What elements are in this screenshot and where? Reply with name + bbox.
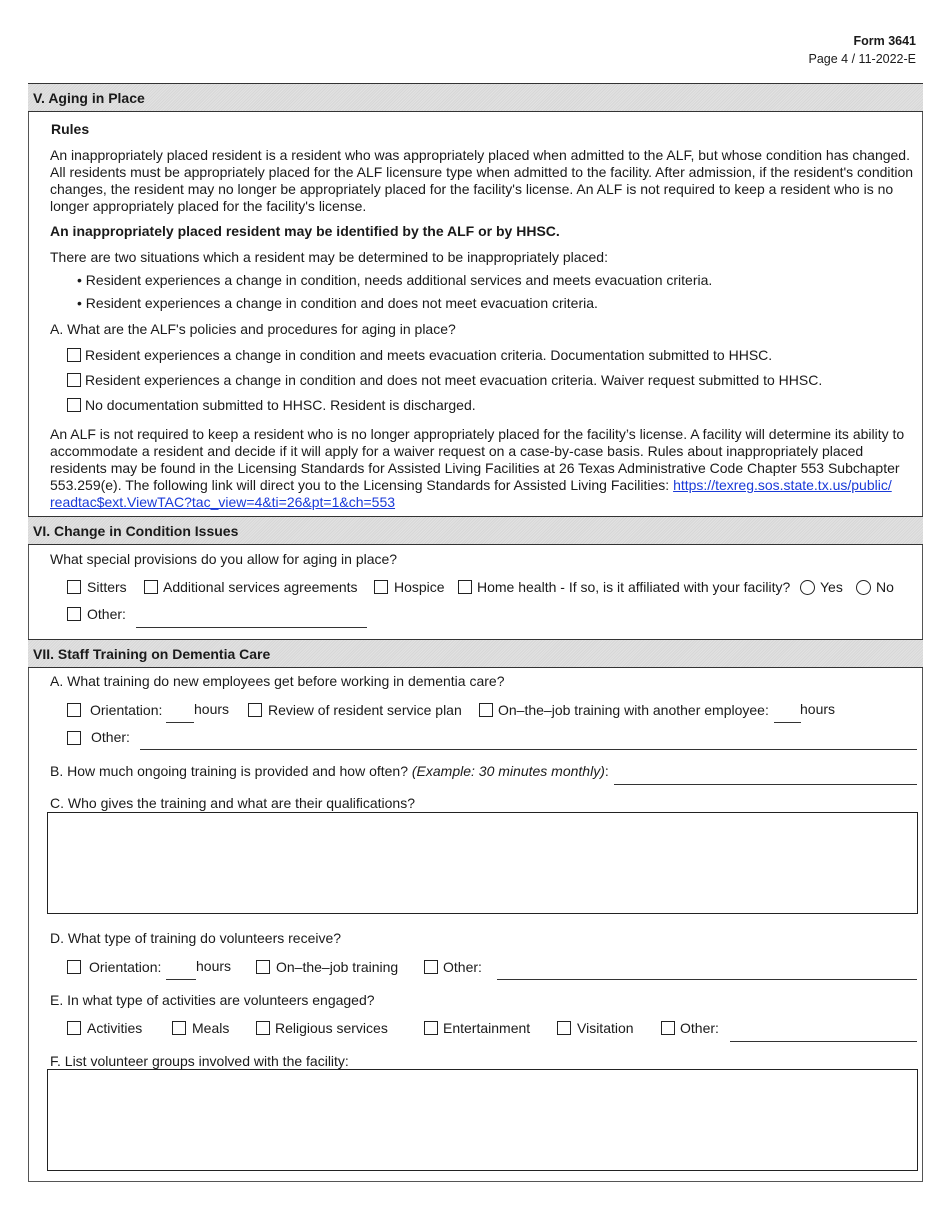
on-job-hours-label: hours (800, 701, 836, 717)
religious-services-checkbox[interactable] (256, 1021, 270, 1035)
form-frame (28, 83, 923, 1182)
activities-other-checkbox[interactable] (661, 1021, 675, 1035)
volunteer-training-other-field[interactable] (497, 979, 917, 980)
training-other-field[interactable] (140, 749, 917, 750)
home-health-checkbox[interactable] (458, 580, 472, 594)
bold-statement: An inappropriately placed resident may be identified by the ALF or by HHSC. (50, 223, 560, 239)
bullet-item: • Resident experiences a change in condition and does not meet evacuation criteria. (77, 295, 598, 311)
rules-line-2: All residents must be appropriately placed for the ALF licensure type when admitted to the facility. After admission, if the resident's condition (50, 164, 914, 180)
activities-checkbox[interactable] (67, 1021, 81, 1035)
rules-line-3: changes, the resident may no longer be appropriately placed for the facility's license. An ALF is not required to keep a resident who is no (50, 181, 894, 197)
affiliated-yes-radio[interactable] (800, 580, 815, 595)
option-meets-evacuation-label: Resident experiences a change in condition and meets evacuation criteria. Documentation submitted to HHSC. (85, 347, 773, 363)
tac-link-part-2[interactable]: readtac$ext.ViewTAC?tac_view=4&ti=26&pt=1&ch=553 (50, 494, 396, 510)
volunteer-orientation-hours-field[interactable] (166, 979, 196, 980)
closing-line-1: An ALF is not required to keep a resident who is no longer appropriately placed for the facility’s license. A facility will determine its ability to (50, 426, 905, 442)
option-discharged-checkbox[interactable] (67, 398, 81, 412)
volunteer-on-job-label: On–the–job training (276, 959, 399, 975)
volunteer-orientation-checkbox[interactable] (67, 960, 81, 974)
activities-other-field[interactable] (730, 1041, 917, 1042)
section-v-header (28, 83, 923, 112)
closing-line-5 (50, 494, 395, 511)
question-a-aging: A. What are the ALF's policies and procedures for aging in place? (50, 321, 456, 337)
bullet-item: • Resident experiences a change in condition, needs additional services and meets evacuation criteria. (77, 272, 713, 288)
closing-line-4 (50, 477, 892, 494)
rules-heading: Rules (51, 121, 90, 137)
provisions-other-field[interactable] (136, 627, 367, 628)
orientation-checkbox[interactable] (67, 703, 81, 717)
section-vi-title: VI. Change in Condition Issues (33, 523, 239, 539)
sitters-label: Sitters (87, 579, 127, 595)
section-v-title: V. Aging in Place (33, 90, 145, 106)
tac-link-part-1[interactable]: https://texreg.sos.state.tx.us/public/ (673, 477, 892, 493)
rules-line-1: An inappropriately placed resident is a resident who was appropriately placed when admitted to the ALF, but whose condition has changed. (50, 147, 910, 163)
question-c: C. Who gives the training and what are their qualifications? (50, 795, 415, 811)
hospice-label: Hospice (394, 579, 445, 595)
rules-line-4: longer appropriately placed for the facility's license. (50, 198, 367, 214)
section-vii-title: VII. Staff Training on Dementia Care (33, 646, 271, 662)
closing-line-4-text: 553.259(e). The following link will direct you to the Licensing Standards for Assisted Living Facilities: (50, 477, 674, 493)
on-job-employee-label: On–the–job training with another employee: (498, 702, 769, 718)
affiliated-no-radio[interactable] (856, 580, 871, 595)
orientation-label: Orientation: (90, 702, 163, 718)
option-not-meet-evacuation-checkbox[interactable] (67, 373, 81, 387)
question-d: D. What type of training do volunteers receive? (50, 930, 342, 946)
affiliated-no-label: No (876, 579, 894, 595)
volunteer-hours-label: hours (196, 958, 232, 974)
volunteer-training-other-checkbox[interactable] (424, 960, 438, 974)
religious-services-label: Religious services (275, 1020, 388, 1036)
ongoing-training-field[interactable] (614, 784, 917, 785)
question-b-example: (Example: 30 minutes monthly) (411, 763, 605, 779)
option-not-meet-evacuation-label: Resident experiences a change in condition and does not meet evacuation criteria. Waiver request submitted to HHSC. (85, 372, 823, 388)
question-b-colon: : (604, 763, 609, 779)
training-qualifications-textarea[interactable] (47, 812, 918, 914)
section-vii-header (28, 639, 923, 668)
closing-line-3: residents may be found in the Licensing Standards for Assisted Living Facilities at 26 Texas Administrative Code Chapter 553 Subchapter (50, 460, 900, 476)
volunteer-training-other-label: Other: (443, 959, 482, 975)
volunteer-groups-textarea[interactable] (47, 1069, 918, 1171)
meals-checkbox[interactable] (172, 1021, 186, 1035)
question-b-text: B. How much ongoing training is provided and how often? (50, 763, 412, 779)
special-provisions-question: What special provisions do you allow for aging in place? (50, 551, 398, 567)
on-job-hours-field[interactable] (774, 722, 801, 723)
additional-services-checkbox[interactable] (144, 580, 158, 594)
review-plan-label: Review of resident service plan (268, 702, 462, 718)
page-info: Page 4 / 11-2022-E (808, 52, 916, 66)
training-other-checkbox[interactable] (67, 731, 81, 745)
home-health-label: Home health - If so, is it affiliated with your facility? (477, 579, 791, 595)
affiliated-yes-label: Yes (820, 579, 843, 595)
question-a-training: A. What training do new employees get before working in dementia care? (50, 673, 505, 689)
entertainment-checkbox[interactable] (424, 1021, 438, 1035)
form-number: Form 3641 (853, 34, 916, 48)
orientation-hours-label: hours (194, 701, 230, 717)
provisions-other-label: Other: (87, 606, 126, 622)
option-discharged-label: No documentation submitted to HHSC. Resident is discharged. (85, 397, 476, 413)
question-e: E. In what type of activities are volunteers engaged? (50, 992, 375, 1008)
activities-other-label: Other: (680, 1020, 719, 1036)
section-vi-header (28, 516, 923, 545)
additional-services-label: Additional services agreements (163, 579, 358, 595)
meals-label: Meals (192, 1020, 230, 1036)
volunteer-orientation-label: Orientation: (89, 959, 162, 975)
closing-line-2: accommodate a resident and decide if it will apply for a waiver request on a case-by-case basis. Rules about inappropriately placed (50, 443, 864, 459)
training-other-label: Other: (91, 729, 130, 745)
provisions-other-checkbox[interactable] (67, 607, 81, 621)
visitation-label: Visitation (577, 1020, 634, 1036)
question-b (50, 763, 609, 780)
option-meets-evacuation-checkbox[interactable] (67, 348, 81, 362)
orientation-hours-field[interactable] (166, 722, 194, 723)
question-f: F. List volunteer groups involved with the facility: (50, 1053, 349, 1069)
entertainment-label: Entertainment (443, 1020, 531, 1036)
review-plan-checkbox[interactable] (248, 703, 262, 717)
situations-intro: There are two situations which a resident may be determined to be inappropriately placed: (50, 249, 608, 265)
volunteer-on-job-checkbox[interactable] (256, 960, 270, 974)
visitation-checkbox[interactable] (557, 1021, 571, 1035)
activities-label: Activities (87, 1020, 143, 1036)
sitters-checkbox[interactable] (67, 580, 81, 594)
on-job-employee-checkbox[interactable] (479, 703, 493, 717)
hospice-checkbox[interactable] (374, 580, 388, 594)
